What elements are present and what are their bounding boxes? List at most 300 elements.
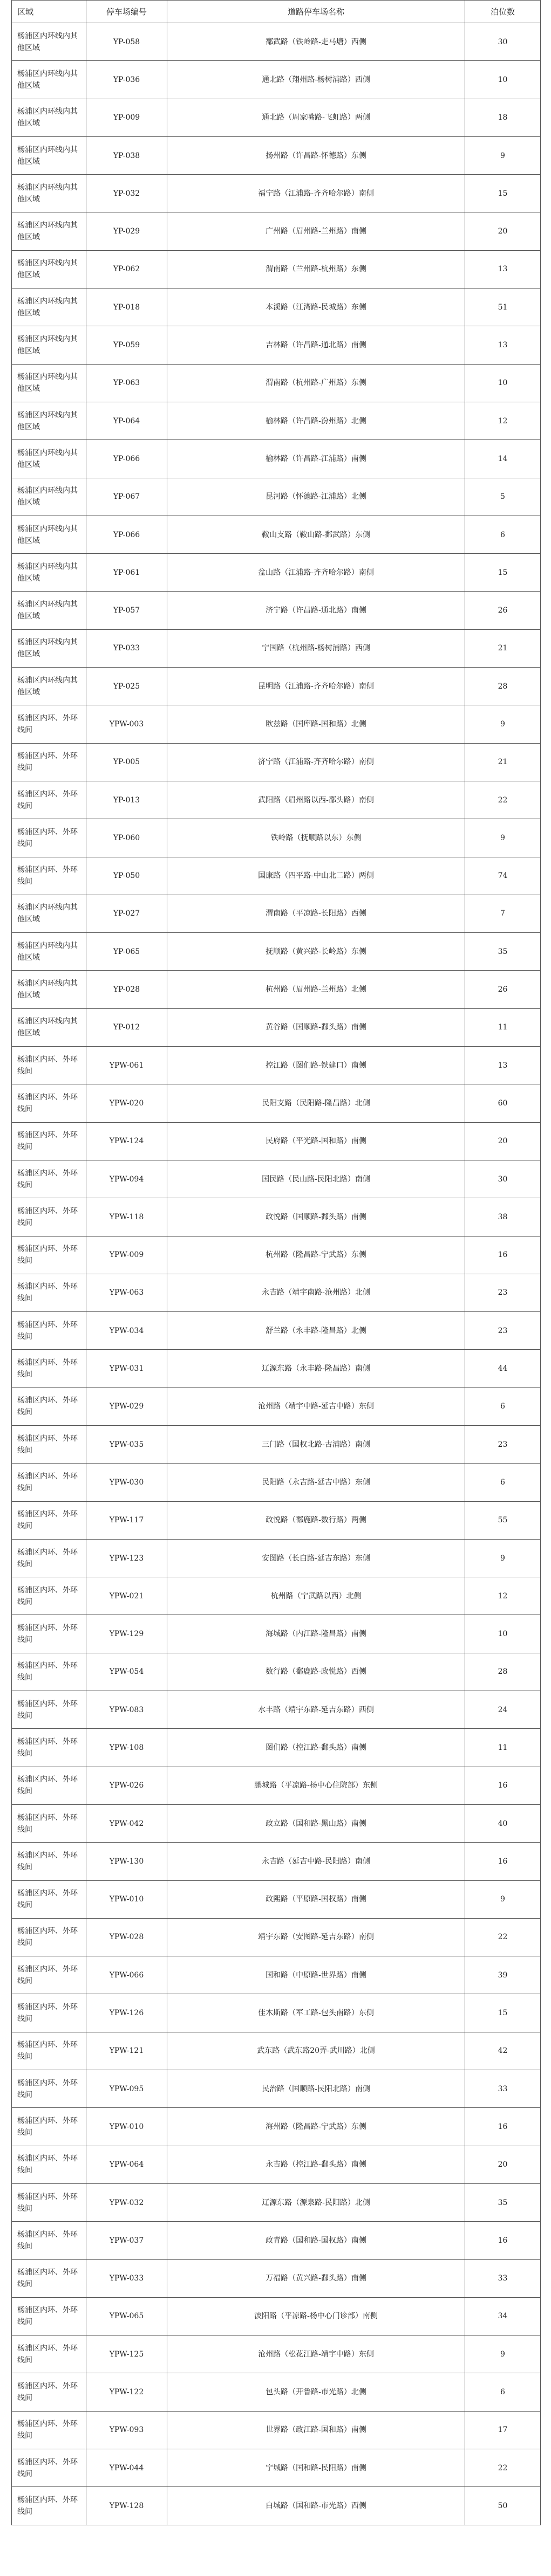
code-cell: YP-066 — [86, 440, 167, 478]
table-row — [12, 1994, 541, 2032]
table-row — [12, 1615, 541, 1653]
area-cell: 杨浦区内环线内其他区域 — [12, 212, 86, 250]
table-row — [12, 478, 541, 516]
code-cell: YPW-031 — [86, 1350, 167, 1387]
code-cell: YPW-010 — [86, 2108, 167, 2146]
area-cell: 杨浦区内环、外环线间 — [12, 1691, 86, 1729]
count-cell: 10 — [465, 1615, 541, 1653]
count-cell: 10 — [465, 364, 541, 402]
road-name-cell: 铁岭路（抚顺路以东）东侧 — [167, 819, 465, 857]
table-row — [12, 668, 541, 705]
road-name-cell: 昆明路（江浦路-齐齐哈尔路）南侧 — [167, 668, 465, 705]
code-cell: YP-032 — [86, 175, 167, 212]
code-cell: YPW-122 — [86, 2373, 167, 2411]
road-name-cell: 杭州路（隆昌路-宁武路）东侧 — [167, 1236, 465, 1274]
count-cell: 16 — [465, 1843, 541, 1880]
table-row — [12, 1577, 541, 1615]
area-cell: 杨浦区内环、外环线间 — [12, 2297, 86, 2335]
code-cell: YPW-123 — [86, 1539, 167, 1577]
table-row — [12, 1918, 541, 1956]
road-name-cell: 图们路（控江路-鄱头路）南侧 — [167, 1729, 465, 1767]
count-cell: 50 — [465, 2487, 541, 2525]
table-row — [12, 1350, 541, 1387]
table-row — [12, 971, 541, 1008]
count-cell: 16 — [465, 1767, 541, 1804]
road-name-cell: 海州路（隆昌路-宁武路）东侧 — [167, 2108, 465, 2146]
count-cell: 21 — [465, 743, 541, 781]
table-row — [12, 743, 541, 781]
count-cell: 16 — [465, 2108, 541, 2146]
count-cell: 22 — [465, 781, 541, 819]
table-row — [12, 1387, 541, 1425]
table-row — [12, 2373, 541, 2411]
road-name-cell: 政青路（国和路-国权路）南侧 — [167, 2222, 465, 2259]
code-cell: YP-059 — [86, 326, 167, 364]
area-cell: 杨浦区内环、外环线间 — [12, 1501, 86, 1539]
code-cell: YP-065 — [86, 933, 167, 971]
road-name-cell: 包头路（开鲁路-市光路）北侧 — [167, 2373, 465, 2411]
code-cell: YP-066 — [86, 516, 167, 553]
area-cell: 杨浦区内环线内其他区域 — [12, 364, 86, 402]
count-cell: 44 — [465, 1350, 541, 1387]
count-cell: 9 — [465, 705, 541, 743]
area-cell: 杨浦区内环、外环线间 — [12, 1804, 86, 1842]
table-row — [12, 440, 541, 478]
code-cell: YPW-095 — [86, 2070, 167, 2108]
code-cell: YPW-130 — [86, 1843, 167, 1880]
count-cell: 35 — [465, 933, 541, 971]
area-cell: 杨浦区内环线内其他区域 — [12, 1008, 86, 1046]
code-cell: YPW-117 — [86, 1501, 167, 1539]
area-cell: 杨浦区内环线内其他区域 — [12, 326, 86, 364]
table-row — [12, 629, 541, 667]
road-name-cell: 通北路（翔州路-杨树浦路）西侧 — [167, 61, 465, 99]
code-cell: YPW-066 — [86, 1956, 167, 1994]
code-cell: YPW-094 — [86, 1160, 167, 1198]
table-row — [12, 1691, 541, 1729]
area-cell: 杨浦区内环、外环线间 — [12, 1122, 86, 1160]
count-cell: 20 — [465, 212, 541, 250]
table-row — [12, 136, 541, 174]
area-cell: 杨浦区内环、外环线间 — [12, 2108, 86, 2146]
table-row — [12, 2032, 541, 2070]
table-row — [12, 1047, 541, 1084]
code-cell: YPW-029 — [86, 1387, 167, 1425]
code-cell: YPW-108 — [86, 1729, 167, 1767]
code-cell: YPW-063 — [86, 1274, 167, 1311]
code-cell: YP-064 — [86, 402, 167, 439]
header-name: 道路停车场名称 — [167, 1, 465, 23]
area-cell: 杨浦区内环、外环线间 — [12, 2032, 86, 2070]
road-name-cell: 鹏城路（平凉路-杨中心住院部）东侧 — [167, 1767, 465, 1804]
count-cell: 15 — [465, 554, 541, 592]
count-cell: 9 — [465, 2335, 541, 2373]
road-name-cell: 水丰路（靖宇东路-延吉东路）西侧 — [167, 1691, 465, 1729]
area-cell: 杨浦区内环、外环线间 — [12, 2487, 86, 2525]
code-cell: YPW-128 — [86, 2487, 167, 2525]
count-cell: 14 — [465, 440, 541, 478]
code-cell: YPW-126 — [86, 1994, 167, 2032]
road-name-cell: 榆林路（许昌路-汾州路）北侧 — [167, 402, 465, 439]
count-cell: 22 — [465, 2449, 541, 2487]
area-cell: 杨浦区内环、外环线间 — [12, 2183, 86, 2221]
table-row — [12, 402, 541, 439]
code-cell: YPW-030 — [86, 1464, 167, 1501]
area-cell: 杨浦区内环线内其他区域 — [12, 592, 86, 629]
area-cell: 杨浦区内环线内其他区域 — [12, 668, 86, 705]
area-cell: 杨浦区内环、外环线间 — [12, 1994, 86, 2032]
table-row — [12, 364, 541, 402]
count-cell: 30 — [465, 1160, 541, 1198]
road-name-cell: 永吉路（延吉中路-民阳路）南侧 — [167, 1843, 465, 1880]
code-cell: YP-013 — [86, 781, 167, 819]
header-count: 泊位数 — [465, 1, 541, 23]
road-name-cell: 通北路（周家嘴路-飞虹路）两侧 — [167, 99, 465, 136]
area-cell: 杨浦区内环、外环线间 — [12, 1464, 86, 1501]
area-cell: 杨浦区内环、外环线间 — [12, 2070, 86, 2108]
table-row — [12, 1236, 541, 1274]
area-cell: 杨浦区内环线内其他区域 — [12, 629, 86, 667]
code-cell: YPW-042 — [86, 1804, 167, 1842]
area-cell: 杨浦区内环、外环线间 — [12, 819, 86, 857]
count-cell: 22 — [465, 1918, 541, 1956]
table-row — [12, 2487, 541, 2525]
table-row — [12, 1312, 541, 1350]
count-cell: 23 — [465, 1425, 541, 1463]
table-row — [12, 1956, 541, 1994]
code-cell: YPW-033 — [86, 2259, 167, 2297]
table-row — [12, 1464, 541, 1501]
area-cell: 杨浦区内环线内其他区域 — [12, 554, 86, 592]
code-cell: YPW-026 — [86, 1767, 167, 1804]
area-cell: 杨浦区内环、外环线间 — [12, 1539, 86, 1577]
area-cell: 杨浦区内环线内其他区域 — [12, 250, 86, 288]
area-cell: 杨浦区内环、外环线间 — [12, 1312, 86, 1350]
area-cell: 杨浦区内环、外环线间 — [12, 1160, 86, 1198]
road-name-cell: 吉林路（许昌路-通北路）南侧 — [167, 326, 465, 364]
code-cell: YPW-083 — [86, 1691, 167, 1729]
count-cell: 16 — [465, 1236, 541, 1274]
road-name-cell: 白城路（国和路-市光路）西侧 — [167, 2487, 465, 2525]
count-cell: 42 — [465, 2032, 541, 2070]
table-row — [12, 1198, 541, 1236]
code-cell: YPW-009 — [86, 1236, 167, 1274]
table-row — [12, 1274, 541, 1311]
road-name-cell: 武东路（武东路20弄-武川路）北侧 — [167, 2032, 465, 2070]
count-cell: 33 — [465, 2259, 541, 2297]
area-cell: 杨浦区内环线内其他区域 — [12, 175, 86, 212]
area-cell: 杨浦区内环、外环线间 — [12, 1918, 86, 1956]
code-cell: YPW-020 — [86, 1084, 167, 1122]
area-cell: 杨浦区内环、外环线间 — [12, 2222, 86, 2259]
count-cell: 23 — [465, 1274, 541, 1311]
count-cell: 9 — [465, 1880, 541, 1918]
area-cell: 杨浦区内环线内其他区域 — [12, 971, 86, 1008]
road-name-cell: 本溪路（江湾路-民城路）东侧 — [167, 288, 465, 326]
count-cell: 21 — [465, 629, 541, 667]
area-cell: 杨浦区内环、外环线间 — [12, 1653, 86, 1691]
area-cell: 杨浦区内环、外环线间 — [12, 1198, 86, 1236]
table-row — [12, 1122, 541, 1160]
table-row — [12, 895, 541, 932]
road-name-cell: 鞍山支路（鞍山路-鄱武路）东侧 — [167, 516, 465, 553]
area-cell: 杨浦区内环线内其他区域 — [12, 895, 86, 932]
road-name-cell: 榆林路（许昌路-江浦路）南侧 — [167, 440, 465, 478]
area-cell: 杨浦区内环线内其他区域 — [12, 288, 86, 326]
road-name-cell: 广州路（眉州路-兰州路）南侧 — [167, 212, 465, 250]
code-cell: YP-050 — [86, 857, 167, 895]
road-name-cell: 国民路（民山路-民阳北路）南侧 — [167, 1160, 465, 1198]
count-cell: 13 — [465, 1047, 541, 1084]
table-row — [12, 857, 541, 895]
code-cell: YPW-003 — [86, 705, 167, 743]
code-cell: YPW-028 — [86, 1918, 167, 1956]
code-cell: YP-067 — [86, 478, 167, 516]
road-name-cell: 宁城路（国和路-民阳路）南侧 — [167, 2449, 465, 2487]
count-cell: 60 — [465, 1084, 541, 1122]
count-cell: 12 — [465, 1577, 541, 1615]
count-cell: 16 — [465, 2222, 541, 2259]
area-cell: 杨浦区内环、外环线间 — [12, 1274, 86, 1311]
code-cell: YP-018 — [86, 288, 167, 326]
count-cell: 12 — [465, 402, 541, 439]
count-cell: 33 — [465, 2070, 541, 2108]
area-cell: 杨浦区内环、外环线间 — [12, 2373, 86, 2411]
table-row — [12, 326, 541, 364]
count-cell: 6 — [465, 516, 541, 553]
table-row — [12, 1160, 541, 1198]
table-row — [12, 23, 541, 61]
road-name-cell: 辽源东路（永丰路-隆昌路）南侧 — [167, 1350, 465, 1387]
table-row — [12, 516, 541, 553]
road-name-cell: 民阳路（永吉路-延吉中路）东侧 — [167, 1464, 465, 1501]
count-cell: 26 — [465, 971, 541, 1008]
table-row — [12, 1804, 541, 1842]
code-cell: YPW-035 — [86, 1425, 167, 1463]
table-row — [12, 2297, 541, 2335]
count-cell: 35 — [465, 2183, 541, 2221]
code-cell: YP-060 — [86, 819, 167, 857]
area-cell: 杨浦区内环、外环线间 — [12, 1236, 86, 1274]
area-cell: 杨浦区内环、外环线间 — [12, 2146, 86, 2183]
table-row — [12, 99, 541, 136]
table-row — [12, 61, 541, 99]
road-name-cell: 民阳支路（民阳路-隆昌路）北侧 — [167, 1084, 465, 1122]
road-name-cell: 靖宇东路（安图路-延吉东路）南侧 — [167, 1918, 465, 1956]
table-row — [12, 288, 541, 326]
code-cell: YPW-044 — [86, 2449, 167, 2487]
code-cell: YPW-093 — [86, 2411, 167, 2449]
area-cell: 杨浦区内环线内其他区域 — [12, 402, 86, 439]
road-name-cell: 佳木斯路（军工路-包头南路）东侧 — [167, 1994, 465, 2032]
count-cell: 30 — [465, 23, 541, 61]
road-name-cell: 国康路（四平路-中山北二路）两侧 — [167, 857, 465, 895]
code-cell: YP-058 — [86, 23, 167, 61]
area-cell: 杨浦区内环、外环线间 — [12, 1880, 86, 1918]
area-cell: 杨浦区内环、外环线间 — [12, 1956, 86, 1994]
count-cell: 51 — [465, 288, 541, 326]
count-cell: 11 — [465, 1729, 541, 1767]
road-name-cell: 沧州路（松花江路-靖宇中路）东侧 — [167, 2335, 465, 2373]
road-name-cell: 宁国路（杭州路-杨树浦路）西侧 — [167, 629, 465, 667]
road-name-cell: 世界路（政江路-国和路）南侧 — [167, 2411, 465, 2449]
count-cell: 17 — [465, 2411, 541, 2449]
code-cell: YP-005 — [86, 743, 167, 781]
area-cell: 杨浦区内环线内其他区域 — [12, 61, 86, 99]
road-name-cell: 杭州路（宁武路以西）北侧 — [167, 1577, 465, 1615]
code-cell: YPW-037 — [86, 2222, 167, 2259]
area-cell: 杨浦区内环、外环线间 — [12, 705, 86, 743]
count-cell: 15 — [465, 175, 541, 212]
code-cell: YPW-054 — [86, 1653, 167, 1691]
table-row — [12, 1843, 541, 1880]
road-name-cell: 昆河路（怀德路-江浦路）北侧 — [167, 478, 465, 516]
table-row — [12, 1425, 541, 1463]
area-cell: 杨浦区内环线内其他区域 — [12, 478, 86, 516]
area-cell: 杨浦区内环、外环线间 — [12, 2449, 86, 2487]
road-name-cell: 济宁路（江浦路-齐齐哈尔路）南侧 — [167, 743, 465, 781]
road-name-cell: 沧州路（靖宇中路-延吉中路）东侧 — [167, 1387, 465, 1425]
road-name-cell: 欧兹路（国库路-国和路）北侧 — [167, 705, 465, 743]
area-cell: 杨浦区内环、外环线间 — [12, 2411, 86, 2449]
area-cell: 杨浦区内环线内其他区域 — [12, 99, 86, 136]
table-row — [12, 2449, 541, 2487]
header-area: 区域 — [12, 1, 86, 23]
table-row — [12, 2222, 541, 2259]
count-cell: 40 — [465, 1804, 541, 1842]
table-row — [12, 2183, 541, 2221]
table-body — [12, 23, 541, 2525]
road-name-cell: 国和路（中原路-世界路）南侧 — [167, 1956, 465, 1994]
area-cell: 杨浦区内环、外环线间 — [12, 1729, 86, 1767]
code-cell: YPW-010 — [86, 1880, 167, 1918]
table-row — [12, 592, 541, 629]
area-cell: 杨浦区内环、外环线间 — [12, 1843, 86, 1880]
table-row — [12, 2411, 541, 2449]
table-row — [12, 1729, 541, 1767]
code-cell: YP-033 — [86, 629, 167, 667]
parking-table-sheet — [11, 0, 540, 2525]
code-cell: YP-061 — [86, 554, 167, 592]
road-name-cell: 民府路（平光路-国和路）南侧 — [167, 1122, 465, 1160]
code-cell: YP-062 — [86, 250, 167, 288]
code-cell: YP-012 — [86, 1008, 167, 1046]
table-row — [12, 1653, 541, 1691]
count-cell: 6 — [465, 2373, 541, 2411]
road-name-cell: 控江路（图们路-铁建口）南侧 — [167, 1047, 465, 1084]
road-name-cell: 辽源东路（源泉路-民阳路）北侧 — [167, 2183, 465, 2221]
area-cell: 杨浦区内环线内其他区域 — [12, 516, 86, 553]
code-cell: YPW-034 — [86, 1312, 167, 1350]
count-cell: 9 — [465, 819, 541, 857]
table-row — [12, 2146, 541, 2183]
count-cell: 6 — [465, 1387, 541, 1425]
road-name-cell: 海城路（内江路-隆昌路）南侧 — [167, 1615, 465, 1653]
area-cell: 杨浦区内环、外环线间 — [12, 1387, 86, 1425]
parking-lot-table — [11, 0, 541, 2525]
road-name-cell: 扬州路（许昌路-怀德路）东侧 — [167, 136, 465, 174]
count-cell: 23 — [465, 1312, 541, 1350]
area-cell: 杨浦区内环、外环线间 — [12, 857, 86, 895]
road-name-cell: 永吉路（靖宇南路-沧州路）北侧 — [167, 1274, 465, 1311]
road-name-cell: 波阳路（平凉路-杨中心门诊部）南侧 — [167, 2297, 465, 2335]
road-name-cell: 数行路（鄱鹿路-政悦路）西侧 — [167, 1653, 465, 1691]
table-row — [12, 1880, 541, 1918]
road-name-cell: 三门路（国权北路-古浦路）南侧 — [167, 1425, 465, 1463]
count-cell: 18 — [465, 99, 541, 136]
code-cell: YP-036 — [86, 61, 167, 99]
table-row — [12, 781, 541, 819]
area-cell: 杨浦区内环、外环线间 — [12, 1084, 86, 1122]
area-cell: 杨浦区内环、外环线间 — [12, 2335, 86, 2373]
area-cell: 杨浦区内环、外环线间 — [12, 1350, 86, 1387]
table-row — [12, 1008, 541, 1046]
count-cell: 74 — [465, 857, 541, 895]
code-cell: YP-009 — [86, 99, 167, 136]
count-cell: 15 — [465, 1994, 541, 2032]
code-cell: YP-063 — [86, 364, 167, 402]
road-name-cell: 政熙路（平原路-国权路）南侧 — [167, 1880, 465, 1918]
count-cell: 11 — [465, 1008, 541, 1046]
table-row — [12, 705, 541, 743]
code-cell: YP-028 — [86, 971, 167, 1008]
count-cell: 24 — [465, 1691, 541, 1729]
area-cell: 杨浦区内环线内其他区域 — [12, 23, 86, 61]
code-cell: YP-029 — [86, 212, 167, 250]
count-cell: 10 — [465, 61, 541, 99]
count-cell: 13 — [465, 326, 541, 364]
area-cell: 杨浦区内环、外环线间 — [12, 743, 86, 781]
code-cell: YPW-021 — [86, 1577, 167, 1615]
count-cell: 20 — [465, 2146, 541, 2183]
road-name-cell: 盆山路（江浦路-齐齐哈尔路）南侧 — [167, 554, 465, 592]
code-cell: YPW-032 — [86, 2183, 167, 2221]
code-cell: YPW-125 — [86, 2335, 167, 2373]
code-cell: YPW-121 — [86, 2032, 167, 2070]
road-name-cell: 政立路（国和路-黑山路）南侧 — [167, 1804, 465, 1842]
code-cell: YPW-061 — [86, 1047, 167, 1084]
header-code: 停车场编号 — [86, 1, 167, 23]
table-header — [12, 1, 541, 23]
area-cell: 杨浦区内环、外环线间 — [12, 1047, 86, 1084]
table-row — [12, 1501, 541, 1539]
count-cell: 39 — [465, 1956, 541, 1994]
road-name-cell: 民治路（国顺路-民阳北路）南侧 — [167, 2070, 465, 2108]
code-cell: YPW-118 — [86, 1198, 167, 1236]
table-row — [12, 933, 541, 971]
road-name-cell: 安图路（长白路-延吉东路）东侧 — [167, 1539, 465, 1577]
area-cell: 杨浦区内环线内其他区域 — [12, 136, 86, 174]
road-name-cell: 杭州路（眉州路-兰州路）北侧 — [167, 971, 465, 1008]
count-cell: 20 — [465, 1122, 541, 1160]
table-row — [12, 554, 541, 592]
table-row — [12, 212, 541, 250]
road-name-cell: 政悦路（国顺路-鄱头路）南侧 — [167, 1198, 465, 1236]
area-cell: 杨浦区内环线内其他区域 — [12, 440, 86, 478]
table-row — [12, 819, 541, 857]
count-cell: 5 — [465, 478, 541, 516]
area-cell: 杨浦区内环、外环线间 — [12, 1767, 86, 1804]
table-row — [12, 2108, 541, 2146]
area-cell: 杨浦区内环、外环线间 — [12, 1577, 86, 1615]
count-cell: 13 — [465, 250, 541, 288]
table-row — [12, 1767, 541, 1804]
road-name-cell: 福宁路（江浦路-齐齐哈尔路）南侧 — [167, 175, 465, 212]
table-row — [12, 2070, 541, 2108]
count-cell: 9 — [465, 136, 541, 174]
count-cell: 28 — [465, 668, 541, 705]
count-cell: 26 — [465, 592, 541, 629]
